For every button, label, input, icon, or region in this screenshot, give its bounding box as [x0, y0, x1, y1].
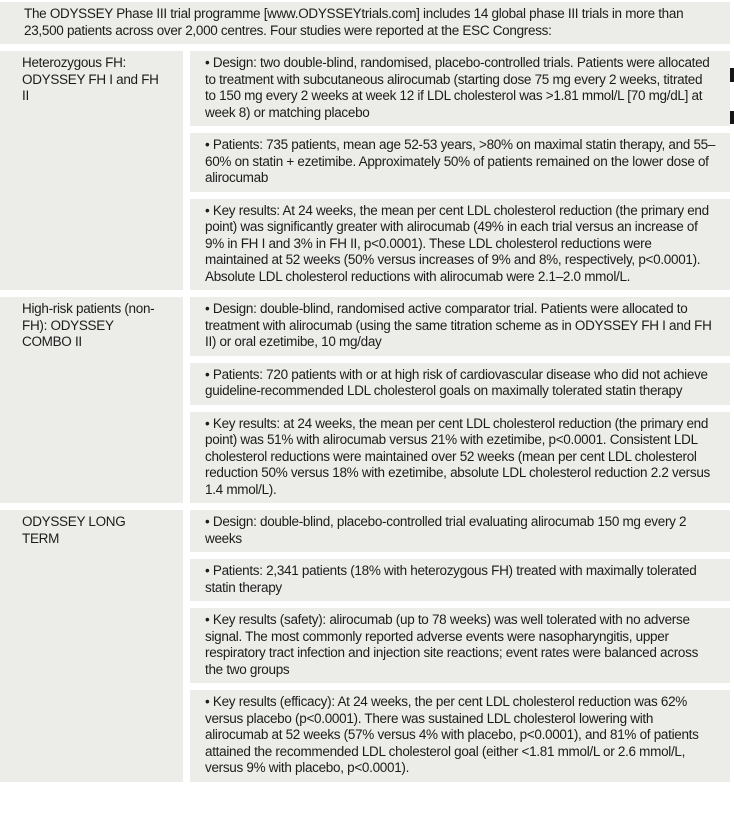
- detail-cell-patients: • Patients: 720 patients with or at high risk of cardiovascular disease who did not achieve guideline-recommended LDL cholesterol goals on maximally tolerated statin therapy: [190, 363, 730, 405]
- intro-cell: The ODYSSEY Phase III trial programme [www.ODYSSEYtrials.com] includes 14 global phase III trials in more than 23,500 patients across over 2,000 centres. Four studies were reported at the ESC Congress:: [0, 2, 730, 44]
- detail-cell-key-results: • Key results: at 24 weeks, the mean per cent LDL cholesterol reduction (the primary end point) was 51% with alirocumab versus 21% with ezetimibe, p<0.0001. Consistent LDL cholesterol reductions were maintained over 52 weeks (mean per cent LDL cholesterol reduction 50% versus 18% with ezetimibe, absolute LDL cholesterol reduction 2.2 versus 1.4 mmol/L).: [190, 412, 730, 504]
- detail-cell-design: • Design: two double-blind, randomised, placebo-controlled trials. Patients were allocated to treatment with subcutaneous alirocumab (starting dose 75 mg every 2 weeks, titrated to 150 mg every 2 weeks at week 12 if LDL cholesterol was >1.81 mmol/L [70 mg/dL] at week 8) or matching placebo: [190, 51, 730, 126]
- detail-cells: [190, 510, 730, 782]
- scan-artifact: [730, 68, 734, 82]
- detail-cell-key-results-efficacy: • Key results (efficacy): At 24 weeks, the per cent LDL cholesterol reduction was 62% versus placebo (p<0.0001). There was sustained LDL cholesterol lowering with alirocumab at 52 weeks (57% versus 4% with placebo, p<0.0001), and 81% of patients attained the recommended LDL cholesterol goal (either <1.81 mmol/L or 2.6 mmol/L, versus 9% with placebo, p<0.0001).: [190, 690, 730, 782]
- detail-cell-patients: • Patients: 2,341 patients (18% with heterozygous FH) treated with maximally tolerated statin therapy: [190, 559, 730, 601]
- scan-artifact: [730, 111, 734, 124]
- detail-cell-design: • Design: double-blind, randomised active comparator trial. Patients were allocated to treatment with alirocumab (using the same titration scheme as in ODYSSEY FH I and FH II) or oral ezetimibe, 10 mg/day: [190, 297, 730, 356]
- detail-cell-patients: • Patients: 735 patients, mean age 52-53 years, >80% on maximal statin therapy, and 55–60% on statin + ezetimibe. Approximately 50% of patients remained on the lower dose of alirocumab: [190, 133, 730, 192]
- study-name-cell: ODYSSEY LONG TERM: [0, 510, 183, 782]
- detail-cell-design: • Design: double-blind, placebo-controlled trial evaluating alirocumab 150 mg every 2 weeks: [190, 510, 730, 552]
- detail-cell-key-results: • Key results: At 24 weeks, the mean per cent LDL cholesterol reduction (the primary end point) was significantly greater with alirocumab (49% in each trial versus an increase of 9% in FH I and 3% in FH II, p<0.0001). These LDL cholesterol reductions were maintained at 52 weeks (50% versus increases of 9% and 8%, respectively, p<0.0001). Absolute LDL cholesterol reductions with alirocumab were 2.1–2.0 mmol/L.: [190, 199, 730, 291]
- table-row-combo2: [0, 297, 730, 503]
- detail-cells: [190, 51, 730, 290]
- table-row-fh: [0, 51, 730, 290]
- study-name-cell: High-risk patients (non-FH): ODYSSEY COMBO II: [0, 297, 183, 503]
- detail-cell-key-results-safety: • Key results (safety): alirocumab (up to 78 weeks) was well tolerated with no adverse signal. The most commonly reported adverse events were nasopharyngitis, upper respiratory tract infection and injection site reactions; event rates were balanced across the two groups: [190, 608, 730, 683]
- study-name-cell: Heterozygous FH: ODYSSEY FH I and FH II: [0, 51, 183, 290]
- detail-cells: [190, 297, 730, 503]
- table-row-longterm: [0, 510, 730, 782]
